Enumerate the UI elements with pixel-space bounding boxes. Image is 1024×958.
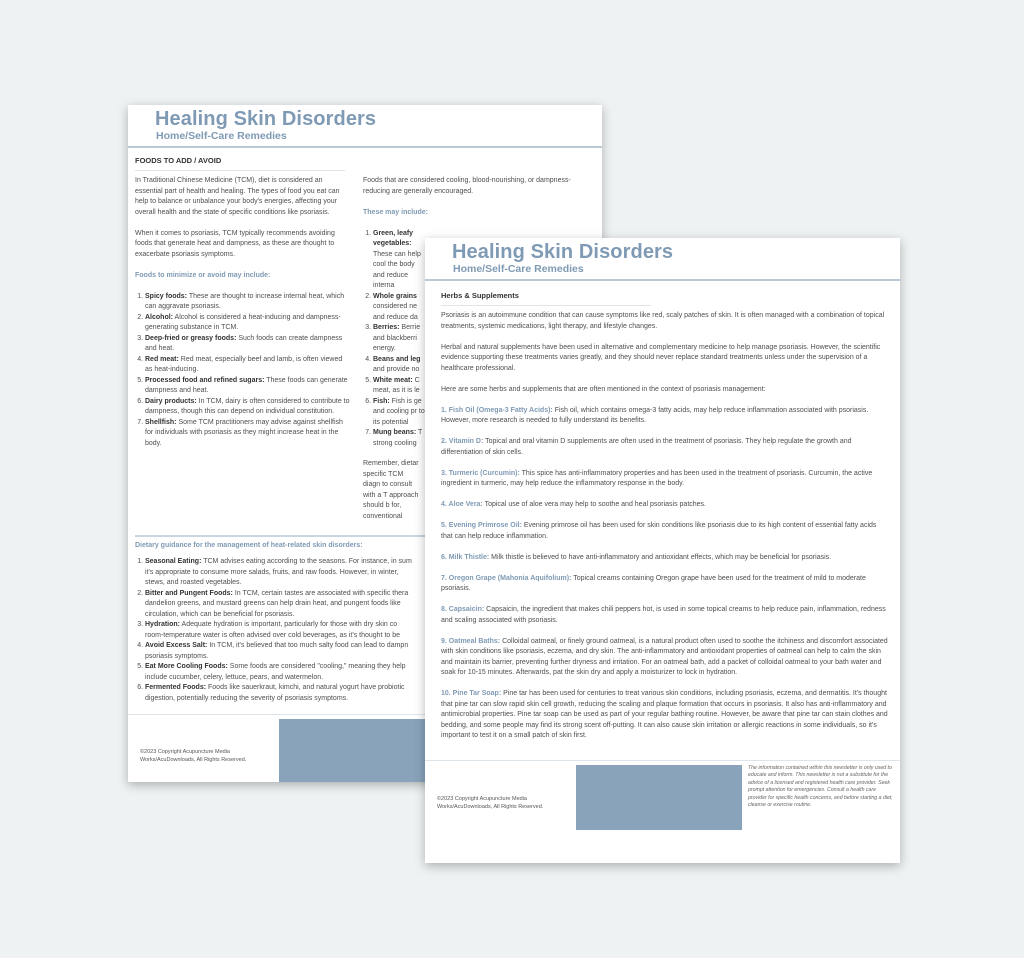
list-item bbox=[441, 500, 889, 511]
list-item bbox=[441, 637, 889, 679]
paragraph: Herbal and natural supplements have been used in alternative and complementary medicine to help manage psoriasis. However, the scientific evidence supporting these treatments varies greatly, and they should never replace standard treatments unless under the supervision of a healthcare professional. bbox=[441, 343, 881, 372]
item-text: TCM advises eating according to the seasons. For instance, in sum it's appropriate to consume more salads, fruits, and raw foods. However, in winter, stews, and roasted vegetables. bbox=[145, 558, 412, 586]
herb-list bbox=[441, 406, 889, 742]
item-term: 9. Oatmeal Baths: bbox=[441, 637, 501, 645]
item-text: Topical creams containing Oregon grape have been used for the treatment of mild to moderate psoriasis. bbox=[441, 574, 866, 592]
list-item bbox=[145, 620, 415, 641]
item-text: T strong cooling bbox=[373, 429, 423, 447]
item-text: Berrie and blackberri energy. bbox=[373, 324, 421, 352]
item-text: In TCM, it's believed that too much salty food can lead to dampn psoriasis symptoms. bbox=[145, 642, 409, 660]
list-item bbox=[145, 355, 351, 376]
list-item bbox=[145, 313, 351, 334]
item-term: 4. Aloe Vera: bbox=[441, 501, 483, 508]
item-term: Whole grains bbox=[373, 292, 417, 300]
paragraph: Psoriasis is an autoimmune condition that can cause symptoms like red, scaly patches of skin. It is often managed with a combination of topical treatments, systemic medications, light therapy, and lifestyle changes. bbox=[441, 312, 885, 330]
list-item bbox=[441, 574, 889, 595]
item-term: 8. Capsaicin: bbox=[441, 606, 485, 613]
section-head bbox=[425, 282, 900, 306]
list-item bbox=[145, 662, 415, 683]
avoid-heading: Foods to minimize or avoid may include: bbox=[135, 271, 271, 279]
item-term: Bitter and Pungent Foods: bbox=[145, 589, 233, 597]
list-item bbox=[373, 229, 425, 292]
item-text: Topical and oral vitamin D supplements are often used in the treatment of psoriasis. They help regulate the growth and differentiation of skin cells. bbox=[441, 438, 852, 456]
item-term: Fish: bbox=[373, 397, 390, 405]
dietary-list bbox=[135, 557, 415, 704]
item-term: 10. Pine Tar Soap: bbox=[441, 690, 502, 697]
list-item bbox=[441, 553, 889, 564]
item-text: This spice has anti-inflammatory properties and has been used in the treatment of psoriasis. Curcumin, the active ingredient in turmeric, may help reduce the inflammatory response in the body. bbox=[441, 469, 873, 487]
item-text: Milk thistle is believed to have anti-inflammatory and antioxidant effects, which may be beneficial for psoriasis. bbox=[489, 553, 832, 561]
section-heading: FOODS TO ADD / AVOID bbox=[135, 156, 222, 165]
item-text: considered ne and reduce da bbox=[373, 303, 418, 321]
list-item bbox=[145, 397, 351, 418]
item-text: These can help cool the body and reduce interna bbox=[373, 250, 421, 289]
item-term: Spicy foods: bbox=[145, 292, 188, 300]
header-divider bbox=[128, 146, 602, 148]
item-term: 3. Turmeric (Curcumin): bbox=[441, 469, 520, 477]
item-text: Capsaicin, the ingredient that makes chili peppers hot, is used in some topical creams to help reduce pain, inflammation, redness and scaling associated with psoriasis. bbox=[441, 606, 886, 624]
item-term: White meat: bbox=[373, 376, 413, 384]
item-text: C meat, as it is le bbox=[373, 376, 420, 394]
item-term: Hydration: bbox=[145, 621, 180, 628]
page-subtitle: Home/Self-Care Remedies bbox=[453, 263, 584, 275]
item-term: Eat More Cooling Foods: bbox=[145, 663, 228, 670]
copyright: ©2023 Copyright Acupuncture Media Works/AcuDownloads, All Rights Reserved. bbox=[437, 796, 544, 810]
list-item bbox=[441, 605, 889, 626]
item-term: 5. Evening Primrose Oil: bbox=[441, 522, 522, 529]
list-item bbox=[441, 437, 889, 458]
item-text: These are thought to increase internal heat, which can aggravate psoriasis. bbox=[145, 292, 345, 310]
item-term: 7. Oregon Grape (Mahonia Aquifolium): bbox=[441, 574, 572, 582]
item-term: 2. Vitamin D: bbox=[441, 438, 484, 445]
item-text: Red meat, especially beef and lamb, is often viewed as heat-inducing. bbox=[145, 355, 343, 373]
include-list bbox=[363, 229, 425, 450]
page-title: Healing Skin Disorders bbox=[155, 108, 377, 130]
item-term: Alcohol: bbox=[145, 313, 173, 321]
item-text: Foods like sauerkraut, kimchi, and natural yogurt have probiotic digestion, potentially reducing the severity of psoriasis symptoms. bbox=[145, 684, 405, 702]
intro-paragraph: When it comes to psoriasis, TCM typically recommends avoiding foods that generate heat and dampness, as these are thought to exacerbate psoriasis symptoms. bbox=[135, 229, 335, 258]
section-divider bbox=[441, 305, 651, 306]
list-item bbox=[145, 376, 351, 397]
item-text: Colloidal oatmeal, or finely ground oatmeal, is a natural product often used to soothe the itchiness and discomfort associated with skin conditions like psoriasis, eczema, and dry skin. The anti-inflammatory and antioxidant properties of oatmeal can help to calm the skin and maintain its barrier, preventing further dryness and irritation. For an oatmeal bath, add a packet of colloidal oatmeal to your bath water and soak for 10-15 minutes. Afterwards, pat the skin dry and apply a moisturizer to lock in hydration. bbox=[441, 637, 888, 676]
item-text: Fish is ge and cooling pr to its potential bbox=[373, 397, 425, 426]
item-text: Topical use of aloe vera may help to soothe and heal psoriasis patches. bbox=[482, 501, 706, 508]
item-term: 1. Fish Oil (Omega-3 Fatty Acids): bbox=[441, 406, 553, 414]
page-footer bbox=[425, 760, 900, 830]
item-term: Mung beans: bbox=[373, 429, 417, 436]
item-term: Processed food and refined sugars: bbox=[145, 376, 265, 384]
item-term: Shellfish: bbox=[145, 418, 177, 426]
list-item bbox=[145, 589, 415, 621]
item-text: In TCM, certain tastes are associated with specific thera dandelion greens, and mustard greens can help drain heat, and pungent foods like circulation, which can be beneficial for psoriasis. bbox=[145, 589, 409, 618]
list-item bbox=[373, 292, 425, 324]
item-text: Evening primrose oil has been used for skin conditions like psoriasis due to its high content of essential fatty acids that can help reduce inflammation. bbox=[441, 522, 877, 540]
list-item bbox=[145, 683, 415, 704]
list-item bbox=[145, 418, 351, 450]
main-column bbox=[425, 311, 900, 760]
item-text: In TCM, dairy is often considered to contribute to dampness, though this can depend on individual constitution. bbox=[145, 397, 350, 415]
item-term: Seasonal Eating: bbox=[145, 558, 202, 565]
header-divider bbox=[425, 279, 900, 281]
item-text: and provide no bbox=[373, 366, 420, 373]
item-text: Alcohol is considered a heat-inducing and dampness-generating substance in TCM. bbox=[145, 313, 341, 331]
list-item bbox=[441, 521, 889, 542]
section-head bbox=[128, 149, 602, 171]
page-header bbox=[425, 238, 900, 282]
avoid-list bbox=[135, 292, 351, 450]
list-item bbox=[373, 397, 425, 429]
item-text: These foods can generate dampness and heat. bbox=[145, 376, 348, 394]
intro-paragraph: Foods that are considered cooling, blood-nourishing, or dampness-reducing are generally encouraged. bbox=[363, 177, 571, 195]
remember-paragraph: Remember, dietar specific TCM diagn to consult with a T approach should b for, conventional bbox=[363, 460, 419, 520]
disclaimer: The information contained within this newsletter is only used to educate and inform. This newsletter is not a substitute for the advice of a licensed and registered health care provider. Seek prompt attention for emergencies. Consult a health care provider for specific health concerns, and before starting a diet, cleanse or exercise routine. bbox=[748, 765, 893, 809]
list-item bbox=[145, 641, 415, 662]
left-column bbox=[135, 176, 351, 459]
page-subtitle: Home/Self-Care Remedies bbox=[156, 130, 287, 142]
item-term: Deep-fried or greasy foods: bbox=[145, 334, 237, 342]
footer-banner bbox=[576, 765, 742, 830]
dietary-heading: Dietary guidance for the management of heat-related skin disorders: bbox=[135, 541, 363, 549]
item-text: Fish oil, which contains omega-3 fatty acids, may help reduce inflammation associated with psoriasis. However, more research is needed to fully understand its benefits. bbox=[441, 406, 869, 424]
footer-divider bbox=[425, 760, 900, 761]
copyright: ©2023 Copyright Acupuncture Media Works/AcuDownloads, All Rights Reserved. bbox=[140, 749, 247, 763]
list-item bbox=[373, 355, 425, 376]
section-divider bbox=[135, 170, 345, 171]
paragraph: Here are some herbs and supplements that are often mentioned in the context of psoriasis management: bbox=[441, 385, 766, 393]
item-term: Beans and leg bbox=[373, 355, 421, 363]
item-text: Pine tar has been used for centuries to treat various skin conditions, including psoriasis, eczema, and dermatitis. It's thought that pine tar can slow rapid skin cell growth, reducing the scaling and plaque formation that occurs in psoriasis. It also has anti-inflammatory and antimicrobial properties. Pine tar soap can be used as part of your regular bathing routine. However, be aware that pine tar can stain clothes and bedding, and some people may find its strong scent off-putting. It can also cause skin irritation or allergic reactions in some individuals, so it's important to test it on a small patch of skin first. bbox=[441, 690, 888, 739]
item-term: Dairy products: bbox=[145, 397, 197, 405]
item-term: 6. Milk Thistle: bbox=[441, 553, 490, 561]
item-term: Fermented Foods: bbox=[145, 684, 207, 691]
page-header bbox=[128, 105, 602, 149]
list-item bbox=[145, 292, 351, 313]
item-term: Red meat: bbox=[145, 355, 179, 363]
item-text: Adequate hydration is important, particularly for those with dry skin co room-temperature water is often advised over cold beverages, as it's thought to be bbox=[145, 621, 401, 639]
item-text: Such foods can create dampness and heat. bbox=[145, 334, 343, 352]
front-page bbox=[425, 238, 900, 863]
list-item bbox=[373, 428, 425, 449]
section-heading: Herbs & Supplements bbox=[441, 291, 519, 300]
dietary-section bbox=[128, 541, 415, 705]
list-item bbox=[373, 376, 425, 397]
list-item bbox=[441, 689, 889, 742]
include-heading: These may include: bbox=[363, 208, 428, 216]
list-item bbox=[145, 334, 351, 355]
list-item bbox=[145, 557, 415, 589]
page-title: Healing Skin Disorders bbox=[452, 241, 674, 263]
item-text: Some foods are considered "cooling," meaning they help include cucumber, celery, lettuce, pears, and watermelon. bbox=[145, 663, 406, 681]
list-item bbox=[441, 469, 889, 490]
intro-paragraph: In Traditional Chinese Medicine (TCM), diet is considered an essential part of health and healing. The types of food you eat can help to balance or unbalance your body's energies, affecting your overall health and the state of specific conditions like psoriasis. bbox=[135, 177, 340, 216]
item-text: Some TCM practitioners may advise against shellfish for individuals with psoriasis as they might increase heat in the body. bbox=[145, 418, 343, 447]
item-term: Berries: bbox=[373, 324, 400, 331]
item-term: Green, leafy vegetables: bbox=[373, 229, 414, 247]
list-item bbox=[373, 323, 425, 355]
list-item bbox=[441, 406, 889, 427]
item-term: Avoid Excess Salt: bbox=[145, 642, 208, 649]
